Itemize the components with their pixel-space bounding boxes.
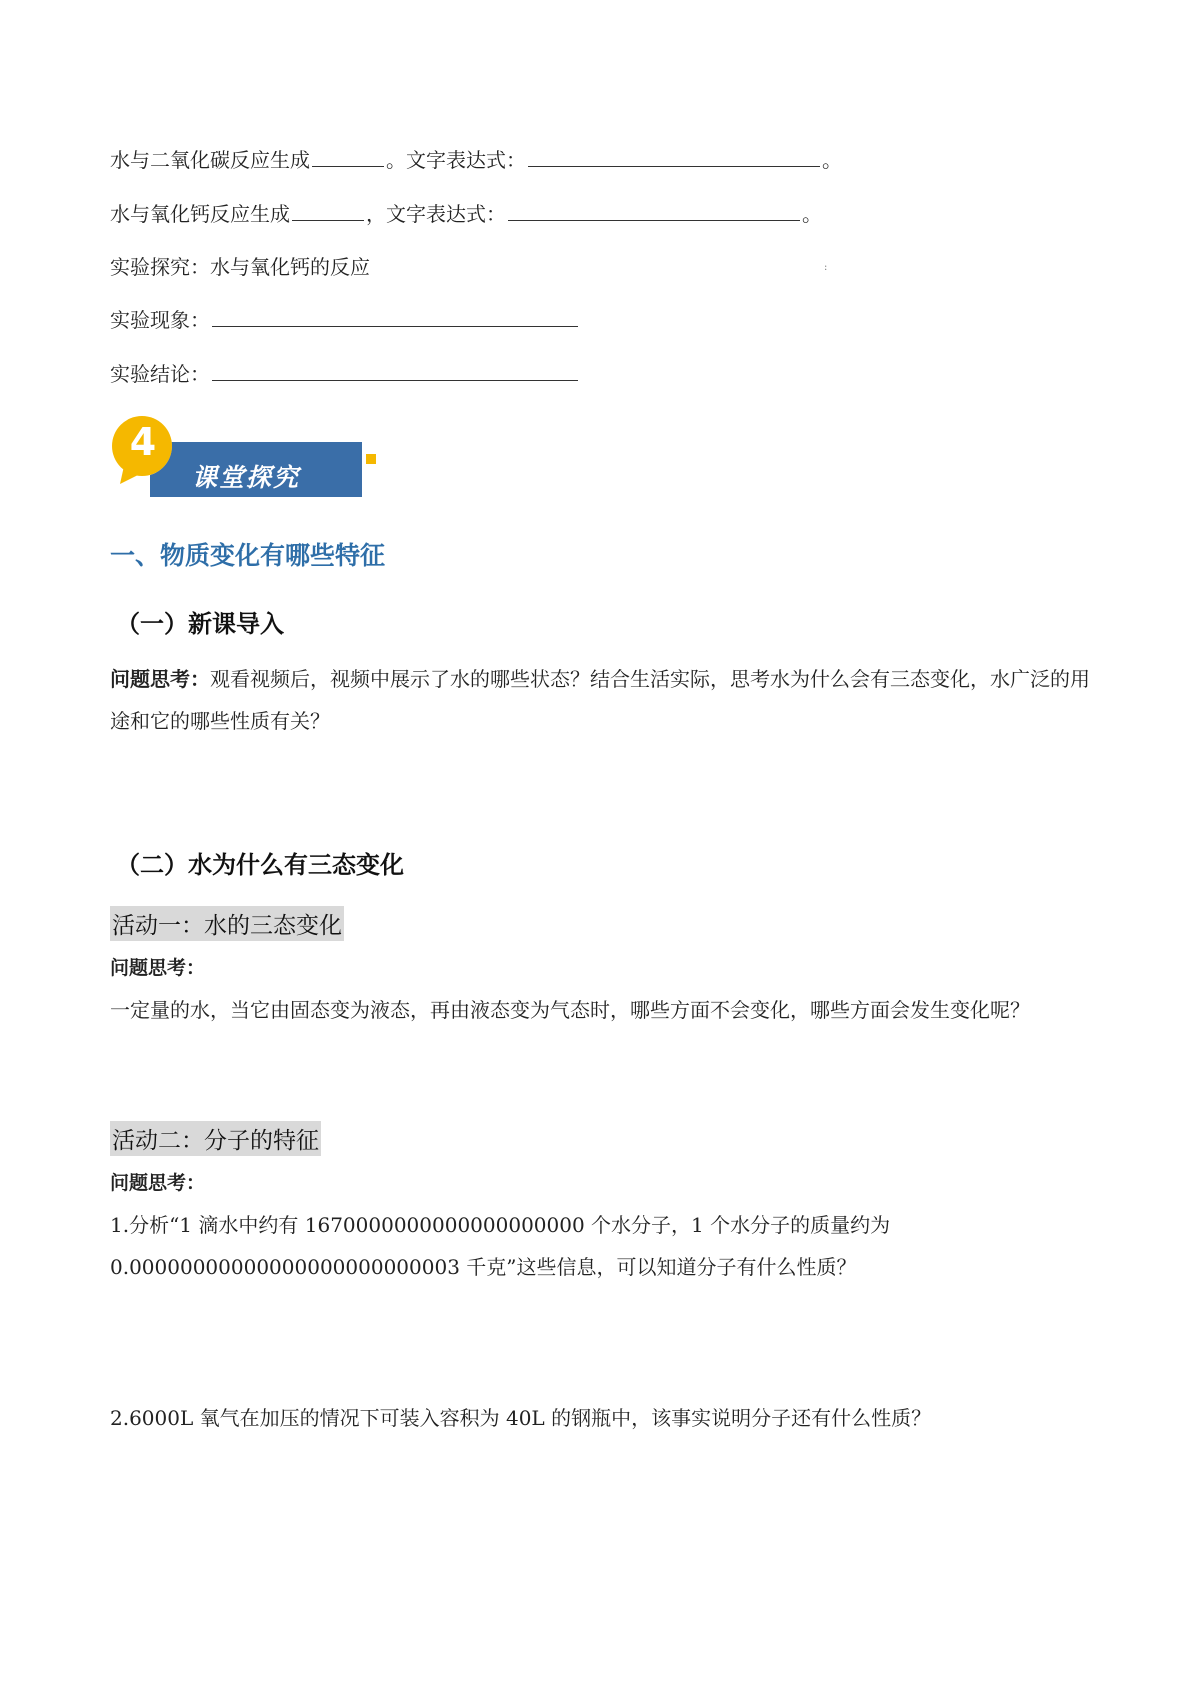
question-1-line-2: 0.00000000000000000000000003 千克”这些信息，可以知道分子有什么性质？ xyxy=(110,1255,857,1279)
co2-reaction-text: 水与二氧化碳反应生成 xyxy=(110,148,310,172)
expression-blank[interactable] xyxy=(508,200,800,221)
section-badge xyxy=(110,412,380,502)
cao-reaction-line xyxy=(110,200,822,228)
activity-2-title: 活动二：分子的特征 xyxy=(110,1121,321,1156)
activity-2-question-label: 问题思考： xyxy=(110,1172,206,1194)
conclusion-line xyxy=(110,360,580,388)
co2-reaction-line xyxy=(110,146,842,174)
activity-1-question-text: 一定量的水，当它由固态变为液态，再由液态变为气态时，哪些方面不会变化，哪些方面会发生变化呢？ xyxy=(110,998,1030,1022)
heading-1: 一、物质变化有哪些特征 xyxy=(110,541,386,570)
period: 。 xyxy=(822,148,842,172)
cao-reaction-text: 水与氧化钙反应生成 xyxy=(110,202,290,226)
expression-blank[interactable] xyxy=(528,146,820,167)
conclusion-label: 实验结论： xyxy=(110,362,210,386)
activity-1-title: 活动一：水的三态变化 xyxy=(110,906,344,941)
phenomenon-label: 实验现象： xyxy=(110,308,210,332)
product-blank[interactable] xyxy=(292,200,364,221)
period: 。 xyxy=(802,202,822,226)
question-2: 2.6000L 氧气在加压的情况下可装入容积为 40L 的钢瓶中，该事实说明分子还有什么性质？ xyxy=(110,1406,932,1430)
product-blank[interactable] xyxy=(312,146,384,167)
badge-number: 4 xyxy=(129,420,157,464)
question-1-line-1: 1.分析“1 滴水中约有 1670000000000000000000 个水分子，1 个水分子的质量约为 xyxy=(110,1213,891,1237)
sub-heading-1: （一）新课导入 xyxy=(116,610,284,638)
expression-label: ，文字表达式： xyxy=(366,202,506,226)
badge-accent xyxy=(366,454,376,464)
question-text: 观看视频后，视频中展示了水的哪些状态？结合生活实际，思考水为什么会有三态变化，水广泛的用途和它的哪些性质有关？ xyxy=(110,667,1090,733)
phenomenon-line xyxy=(110,306,580,334)
intro-question xyxy=(110,658,1100,742)
conclusion-blank[interactable] xyxy=(212,360,578,381)
sub-heading-2: （二）水为什么有三态变化 xyxy=(116,851,404,879)
experiment-title: 实验探究：水与氧化钙的反应 xyxy=(110,255,370,279)
question-label: 问题思考： xyxy=(110,667,210,691)
expression-label: 。文字表达式： xyxy=(386,148,526,172)
badge-label: 课堂探究 xyxy=(192,463,301,492)
stray-mark: : xyxy=(824,262,828,273)
activity-1-question-label: 问题思考： xyxy=(110,957,206,979)
phenomenon-blank[interactable] xyxy=(212,306,578,327)
